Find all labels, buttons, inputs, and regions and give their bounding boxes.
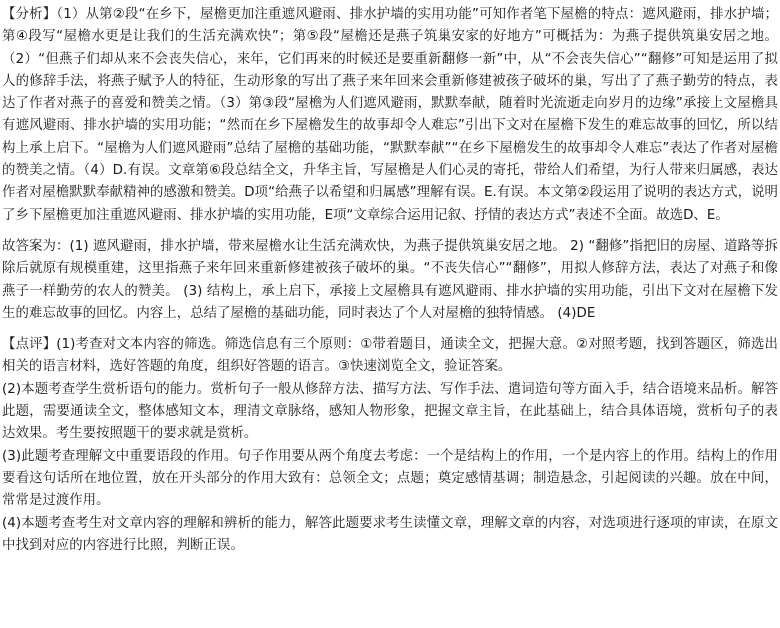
answer-section: [2, 236, 778, 325]
comment-tag: 【点评】: [2, 337, 57, 353]
comment-line-3: (3)此题考查理解文中重要语段的作用。句子作用要从两个角度去考虑：一个是结构上的作用，一个是内容上的作用。结构上的作用要看这句话所在地位置，放在开头部分的作用大致有：总领全文；点题；奠定感情基调；制造悬念，引起阅读的兴趣。放在中间，常常是过渡作用。: [2, 448, 778, 509]
analysis-tag: 【分析】: [2, 7, 57, 22]
comment-line-2: (2)本题考查学生赏析语句的能力。赏析句子一般从修辞方法、描写方法、写作手法、遣词造句等方面入手，结合语境来品析。解答此题，需要通读全文，整体感知文本，理清文章脉络，感知人物形象，把握文章主旨，在此基础上，结合具体语境，赏析句子的表达效果。考生要按照题干的要求就是赏析。: [2, 381, 778, 442]
comment-line-1: 【点评】(1)考查对文本内容的筛选。筛选信息有三个原则：①带着题目，通读全文，把握大意。②对照考题，找到答题区，筛选出相关的语言材料，选好答题的角度，组织好答题的语言。③快速浏览全文，验证答案。: [2, 337, 778, 375]
analysis-text: （1）从第②段“在乡下，屋檐更加注重遮风避雨、排水护墙的实用功能”可知作者笔下屋檐的特点：遮风避雨，排水护墙；第④段写“屋檐水更是让我们的生活充满欢快”；第⑤段“屋檐还是燕子筑巢安家的好地方”可概括为：为燕子提供筑巢安居之地。（2）“但燕子们却从来不会丧失信心，来年，它们再来的时候还是要重新翻修一新”中，从“不会丧失信心”“翻修”可知是运用了拟人的修辞手法，将燕子赋予人的特征，生动形象的写出了燕子来年回来会重新修建被孩子破坏的巢，写出了了燕子勤劳的特点，表达了作者对燕子的喜爱和赞美之情。（3）第③段“屋檐为人们遮风避雨，默默奉献，随着时光流逝走向岁月的边缘”承接上文屋檐具有遮风避雨、排水护墙的实用功能；“然而在乡下屋檐发生的故事却令人难忘”引出下文对在屋檐下发生的难忘故事的回忆，所以结构上承上启下。“屋檐为人们遮风避雨”总结了屋檐的基础功能，“默默奉献”“在乡下屋檐发生的故事却令人难忘”表达了作者对屋檐的赞美之情。（4）D.有误。文章第⑥段总结全文，升华主旨，写屋檐是人们心灵的寄托，带给人们希望，为行人带来归属感，表达作者对屋檐默默奉献精神的感激和赞美。D项“给燕子以希望和归属感”理解有误。E.有误。本文第②段运用了说明的表达方式，说明了乡下屋檐更加注重遮风避雨、排水护墙的实用功能，E项“文章综合运用记叙、抒情的表达方式”表述不全面。故选D、E。: [2, 7, 778, 223]
comment-line-4: (4)本题考查考生对文章内容的理解和辨析的能力，解答此题要求考生读懂文章，理解文章的内容，对选项进行逐项的审读，在原文中找到对应的内容进行比照，判断正误。: [2, 515, 778, 553]
answer-text: 故答案为：(1) 遮风避雨，排水护墙，带来屋檐水让生活充满欢快，为燕子提供筑巢安居之地。 2) “翻修”指把旧的房屋、道路等拆除后就原有规模重建，这里指燕子来年回来重新修建被孩子破坏的巢。“不丧失信心”“翻修”，用拟人修辞方法，表达了对燕子和像燕子一样勤劳的农人的赞美。 (3) 结构上，承上启下，承接上文屋檐具有遮风避雨、排水护墙的实用功能，引出下文对在屋檐下发生的难忘故事的回忆。内容上，总结了屋檐的基础功能，同时表达了个人对屋檐的独特情感。 (4)DE: [2, 238, 778, 321]
comment-section: [2, 334, 778, 557]
analysis-section: [2, 4, 778, 227]
